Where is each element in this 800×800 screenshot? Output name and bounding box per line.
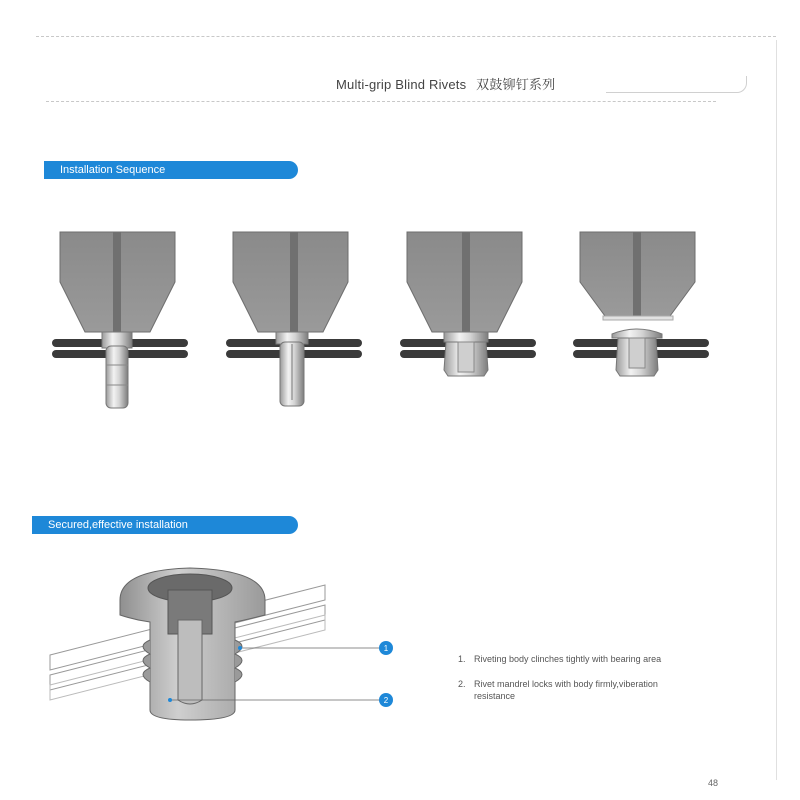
feature-number: 2. xyxy=(458,679,466,689)
installation-sequence-label xyxy=(44,161,298,179)
title-english: Multi-grip Blind Rivets xyxy=(336,77,467,92)
top-dashed-rule xyxy=(36,36,776,37)
page-title xyxy=(336,74,555,93)
page-number: 48 xyxy=(708,778,719,788)
feature-text: Rivet mandrel locks with body firmly,viberation xyxy=(474,679,658,689)
secured-installation-text: Secured,effective installation xyxy=(48,519,188,531)
secured-installation-label xyxy=(32,516,298,534)
feature-number: 1. xyxy=(458,654,466,664)
svg-text:2: 2 xyxy=(383,696,389,705)
callout-1 xyxy=(379,641,393,655)
header-tab-decoration xyxy=(606,76,747,93)
feature-text: Riveting body clinches tightly with bearing area xyxy=(474,654,662,664)
stage-4-icon xyxy=(573,232,709,376)
svg-text:1: 1 xyxy=(383,644,389,653)
feature-item-1 xyxy=(458,653,661,665)
right-margin-rule xyxy=(776,40,777,780)
callout-2 xyxy=(379,693,393,707)
feature-item-2 xyxy=(458,678,658,702)
header-dashed-rule xyxy=(46,101,716,102)
stage-1-icon xyxy=(52,232,188,408)
title-chinese: 双鼓铆钉系列 xyxy=(476,77,556,92)
rivet-cross-section-icon xyxy=(40,560,460,760)
feature-text-continuation: resistance xyxy=(474,691,516,701)
stage-2-icon xyxy=(226,232,362,406)
stage-3-icon xyxy=(400,232,536,376)
installation-sequence-figure xyxy=(0,220,800,480)
installation-sequence-text: Installation Sequence xyxy=(60,164,166,176)
